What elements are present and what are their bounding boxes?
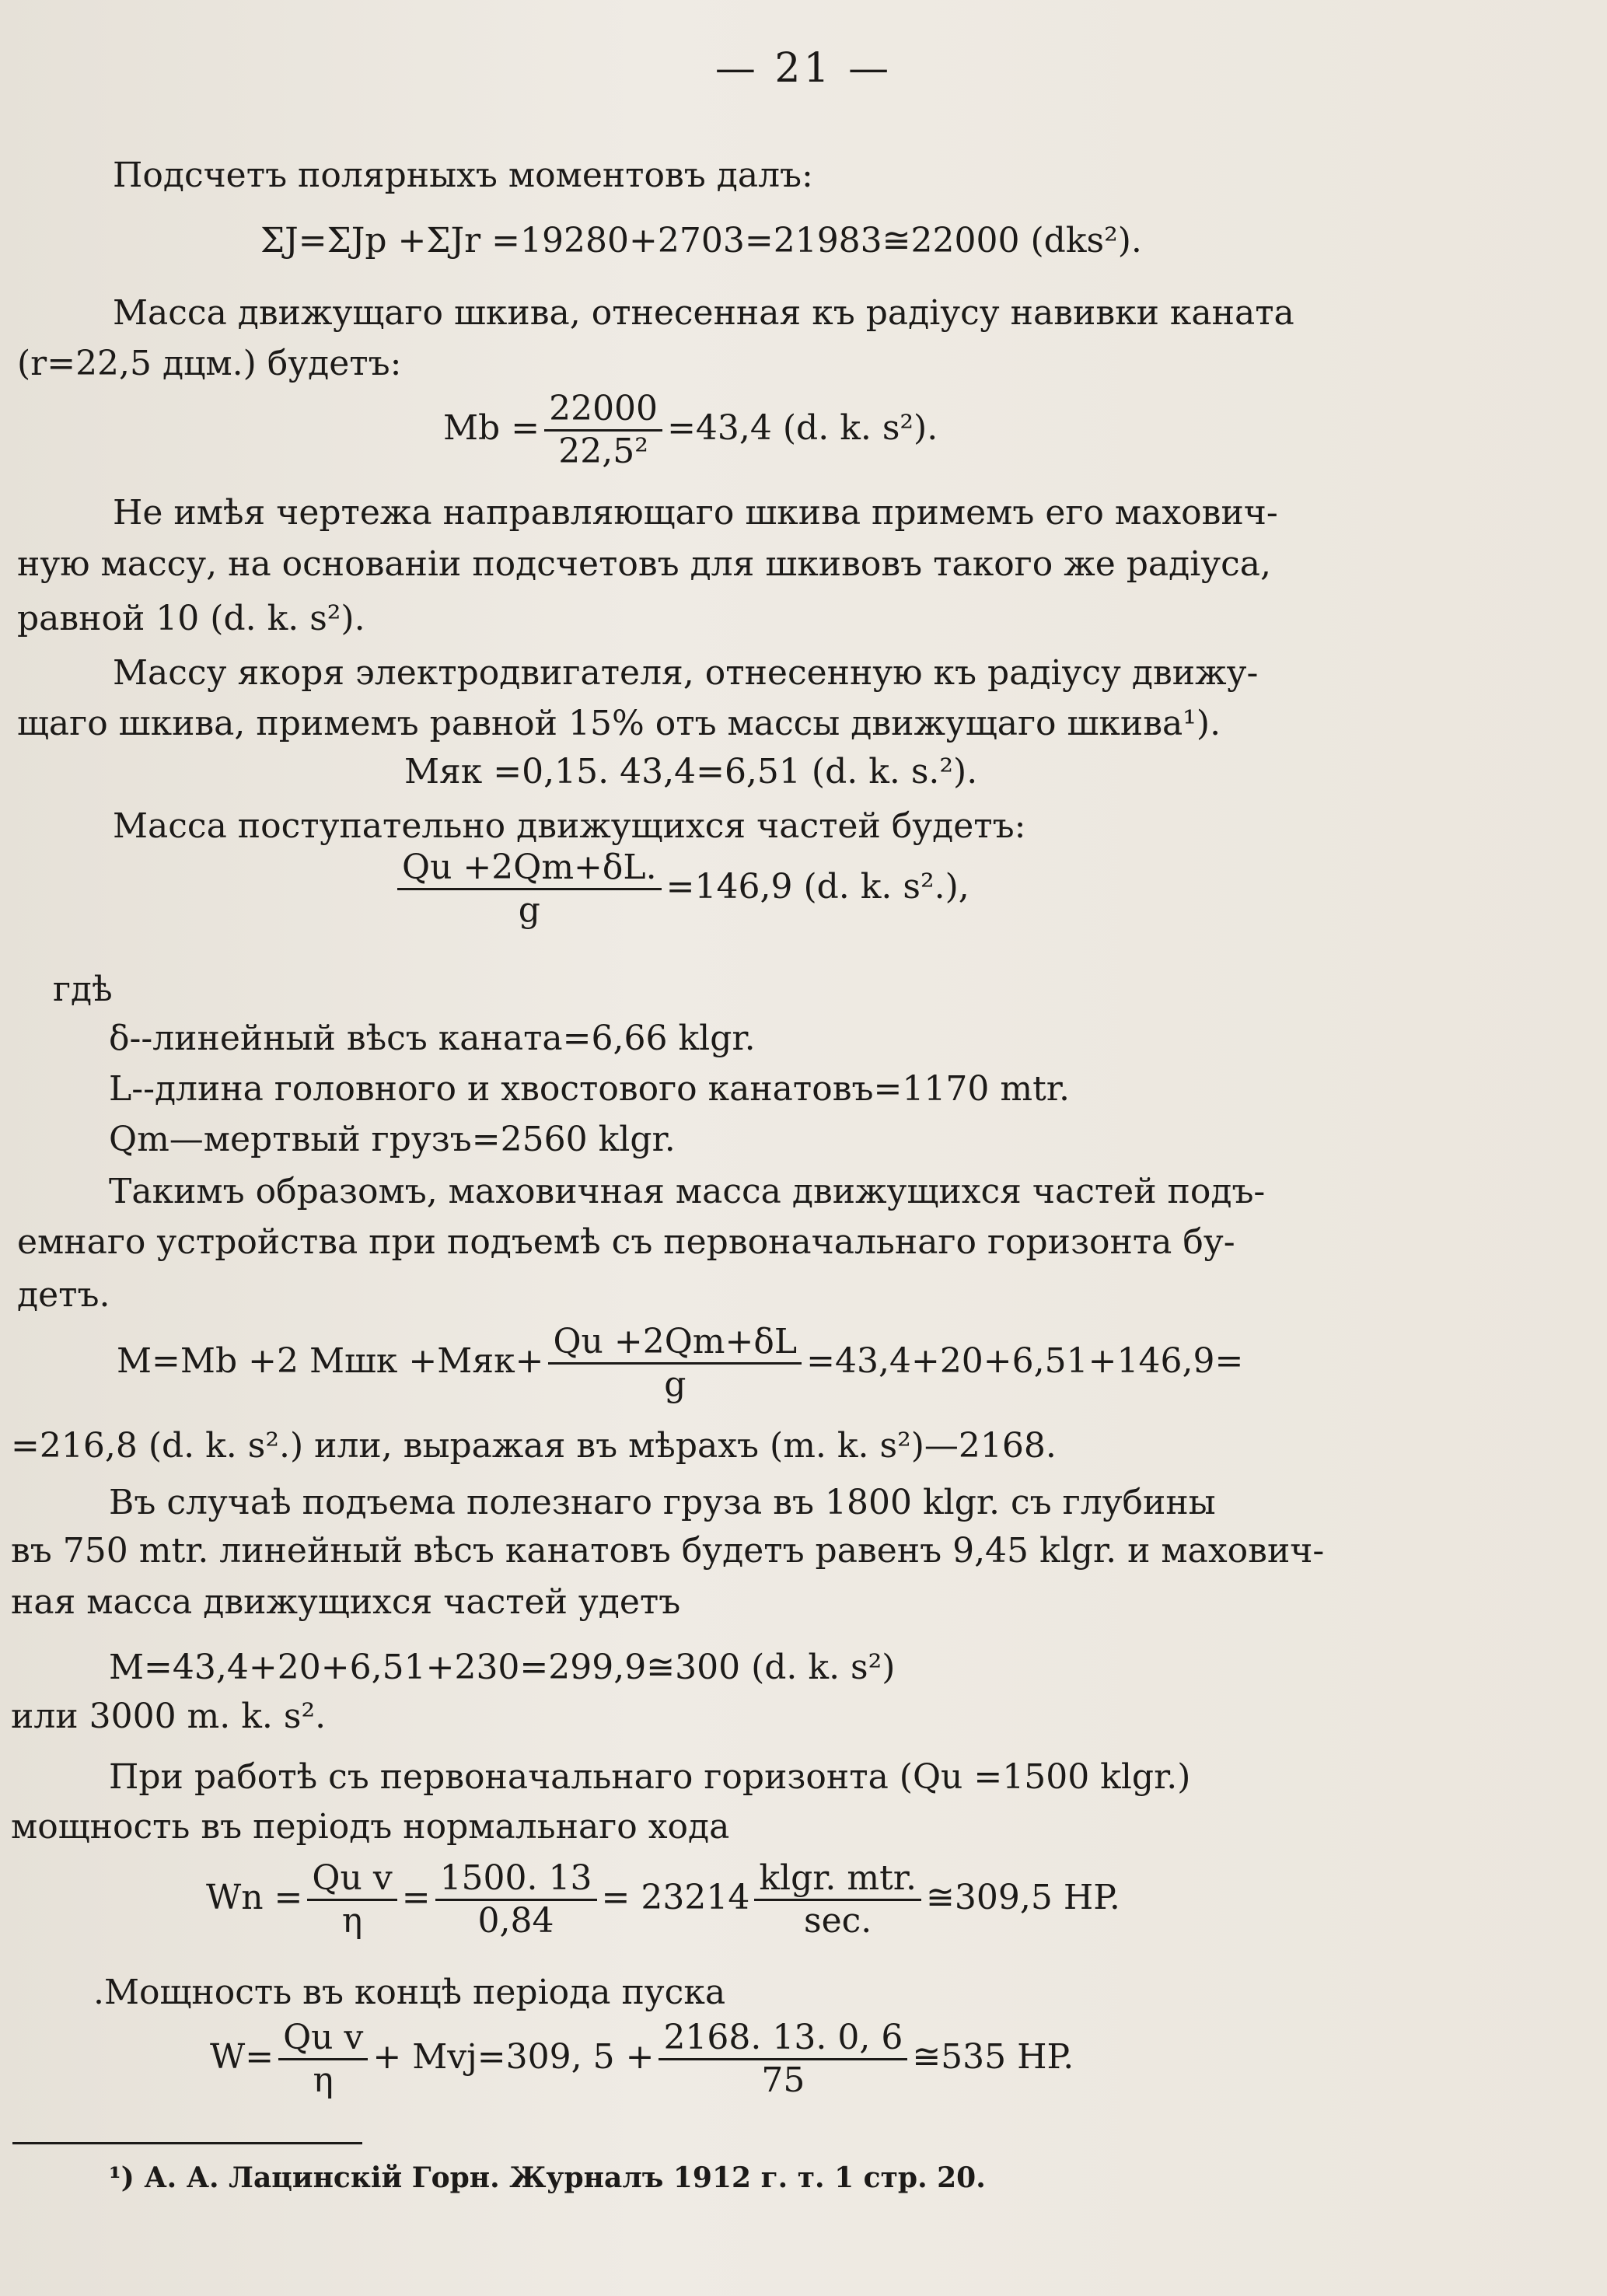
formula-lhs: Mb = (443, 408, 540, 448)
text-line: δ--линейный вѣсъ каната=6,66 klgr. (109, 1019, 756, 1058)
fraction-numerator: Qu v (278, 2018, 368, 2060)
fraction-numerator: 22000 (544, 389, 662, 432)
text-line: Масса движущаго шкива, отнесенная къ радіусу навивки каната (113, 293, 1294, 333)
text-line: =216,8 (d. k. s².) или, выражая въ мѣрахъ (m. k. s²)—2168. (11, 1426, 1057, 1466)
formula-lhs: M=Mb +2 Mшк +Мяк+ (117, 1341, 544, 1381)
formula-mb (443, 389, 938, 472)
formula-wn: Wn = $\frac{\text{Qu v}}{\eta}$ = $\frac{1500. 13}{0,84}$ = 23214 $\frac{\text{klgr. mtr.}}{\sec.}$ ≅309,5 HP. (206, 1858, 1120, 1941)
text-line: детъ. (17, 1275, 110, 1315)
text-line: въ 750 mtr. линейный вѣсъ канатовъ будетъ равенъ 9,45 klgr. и махович- (11, 1531, 1325, 1571)
text-line: .Мощность въ концѣ періода пуска (93, 1973, 726, 2012)
formula-rhs: ≅309,5 HP. (926, 1878, 1120, 1917)
fraction-denominator: g (518, 890, 540, 930)
text-line: Qm—мертвый грузъ=2560 klgr. (109, 1120, 676, 1159)
formula-mass (393, 847, 969, 931)
fraction (548, 1322, 802, 1405)
fraction-numerator: Qu v (307, 1858, 397, 1901)
text-line: или 3000 m. k. s². (11, 1697, 327, 1736)
fraction (435, 1858, 597, 1941)
formula-line: ΣJ=ΣJp +ΣJr =19280+2703=21983≅22000 (dks²). (260, 221, 1142, 260)
formula-total (117, 1322, 1243, 1405)
text-line: емнаго устройства при подъемѣ съ первоначальнаго горизонта бу- (17, 1222, 1235, 1262)
formula-rhs: =43,4 (d. k. s²). (667, 408, 938, 448)
text-line: ная масса движущихся частей удетъ (11, 1582, 681, 1622)
formula-rhs: =43,4+20+6,51+146,9= (806, 1341, 1244, 1381)
text-line: равной 10 (d. k. s²). (17, 599, 365, 638)
fraction-denominator: η (341, 1901, 363, 1941)
fraction-denominator: 0,84 (477, 1901, 554, 1941)
fraction-numerator: Qu +2Qm+δL (548, 1322, 802, 1365)
fraction (659, 2018, 907, 2101)
text-line: Масса поступательно движущихся частей будетъ: (113, 806, 1026, 846)
fraction-numerator: klgr. mtr. (754, 1858, 921, 1901)
text-line: мощность въ періодъ нормальнаго хода (11, 1807, 730, 1847)
text-line: L--длина головного и хвостового канатовъ=1170 mtr. (109, 1069, 1070, 1109)
text-line: Такимъ образомъ, маховичная масса движущихся частей подъ- (109, 1172, 1266, 1211)
fraction-numerator: Qu +2Qm+δL. (397, 847, 662, 890)
fraction-numerator: 2168. 13. 0, 6 (659, 2018, 907, 2060)
formula-line: Мяк =0,15. 43,4=6,51 (d. k. s.²). (404, 752, 978, 792)
fraction (544, 389, 662, 472)
text-line: Подсчетъ полярныхъ моментовъ далъ: (113, 156, 813, 195)
text-line: ную массу, на основаніи подсчетовъ для шкивовъ такого же радіуса, (17, 544, 1272, 584)
formula-w (210, 2018, 1074, 2101)
footnote-rule (12, 2142, 362, 2144)
fraction-denominator: sec. (804, 1901, 872, 1941)
fraction (754, 1858, 921, 1941)
footnote: ¹) А. А. Лацинскій Горн. Журналъ 1912 г. т. 1 стр. 20. (109, 2161, 986, 2194)
formula-rhs: =146,9 (d. k. s².), (666, 867, 969, 907)
fraction-numerator: 1500. 13 (435, 1858, 597, 1901)
formula-line: M=43,4+20+6,51+230=299,9≅300 (d. k. s²) (109, 1648, 896, 1687)
text-line: (r=22,5 дцм.) будетъ: (17, 344, 402, 383)
fraction (278, 2018, 368, 2101)
text-line: Не имѣя чертежа направляющаго шкива примемъ его махович- (113, 493, 1278, 533)
fraction (307, 1858, 397, 1941)
text-line: Массу якоря электродвигателя, отнесенную къ радіусу движу- (113, 653, 1259, 693)
fraction-denominator: 22,5² (558, 432, 648, 471)
text-line: гдѣ (53, 970, 113, 1009)
formula-rhs: ≅535 HP. (912, 2037, 1074, 2077)
fraction-denominator: 75 (761, 2060, 805, 2100)
formula-lhs: W= (210, 2037, 274, 2077)
fraction-denominator: η (313, 2060, 334, 2100)
formula-lhs: Wn = (206, 1878, 303, 1917)
text-line: Въ случаѣ подъема полезнаго груза въ 1800 klgr. съ глубины (109, 1483, 1216, 1522)
formula-mid: = 23214 (601, 1878, 750, 1917)
fraction-denominator: g (664, 1365, 686, 1404)
page-number: — 21 — (714, 45, 893, 92)
text-line: При работѣ съ первоначальнаго горизонта (Qu =1500 klgr.) (109, 1757, 1191, 1797)
text-line: щаго шкива, примемъ равной 15% отъ массы движущаго шкива¹). (17, 704, 1221, 743)
fraction (397, 847, 662, 931)
formula-mid: + Mvj=309, 5 + (372, 2037, 655, 2077)
